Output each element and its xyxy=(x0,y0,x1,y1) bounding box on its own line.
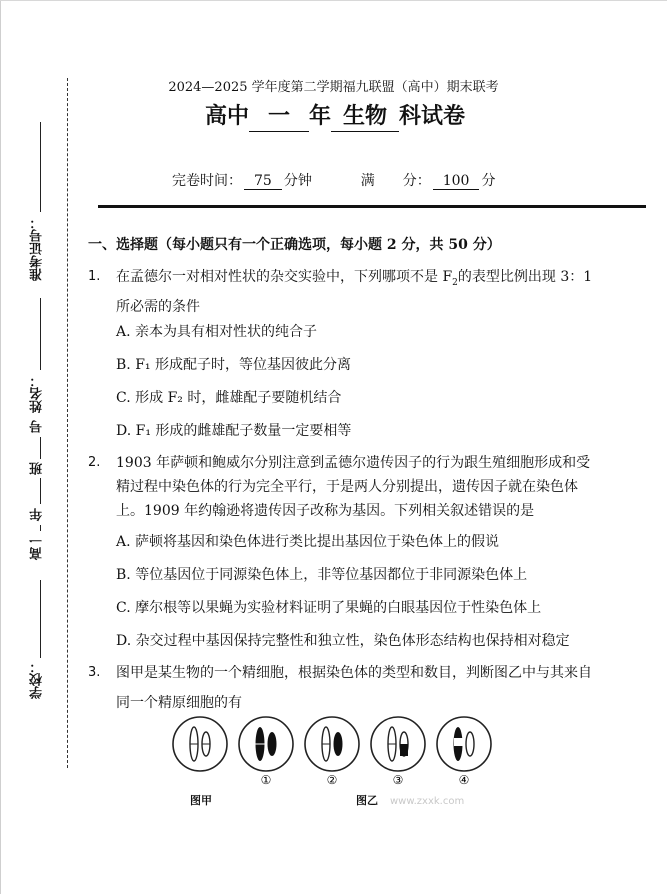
watermark: www.zxxk.com xyxy=(390,796,465,807)
option-1b: B. F₁ 形成配子时，等位基因彼此分离 xyxy=(116,357,351,373)
stem-line: 图甲是某生物的一个精细胞，根据染色体的类型和数目，判断图乙中与其来自 xyxy=(116,665,592,681)
stem-line: 所必需的条件 xyxy=(116,298,200,315)
cell-4 xyxy=(437,717,491,771)
exam-title xyxy=(205,99,465,132)
class-hao-label: 号 xyxy=(30,420,45,433)
score-label: 满 分： xyxy=(360,173,431,189)
page-edge-top xyxy=(0,0,667,1)
exam-id-line xyxy=(40,122,41,212)
cell-4-label: ④ xyxy=(458,773,470,787)
class-hao-line xyxy=(40,437,41,459)
question-number: 3. xyxy=(88,665,101,680)
stem-sub: 2 xyxy=(452,277,458,288)
question-3 xyxy=(88,661,628,715)
time-unit: 分钟 xyxy=(283,173,312,189)
figure-label-jia: 图甲 xyxy=(190,794,212,807)
class-nian-label: 年 xyxy=(30,508,45,521)
class-ban-label: 班 xyxy=(30,462,45,475)
cell-jia xyxy=(173,717,227,771)
title-grade: 一 xyxy=(249,99,309,132)
cell-2-label: ② xyxy=(326,773,338,787)
time-label: 完卷时间： xyxy=(172,173,242,189)
question-1 xyxy=(88,265,628,319)
name-line xyxy=(40,298,41,370)
cell-3-label: ③ xyxy=(392,773,404,787)
stem-line: 上。1909 年约翰逊将遗传因子改称为基因。下列相关叙述错误的是 xyxy=(116,503,535,519)
score-value: 100 xyxy=(433,173,480,190)
title-subject: 生物 xyxy=(331,99,399,132)
question-stem xyxy=(116,661,628,715)
class-nian-line xyxy=(40,525,41,531)
figure-label-yi: 图乙 xyxy=(356,794,378,807)
option-1c: C. 形成 F₂ 时，雌雄配子要随机结合 xyxy=(116,390,342,406)
binding-dashed-line xyxy=(67,78,68,768)
stem-line: 同一个精原细胞的有 xyxy=(116,695,242,711)
question-stem xyxy=(116,451,628,523)
option-2d: D. 杂交过程中基因保持完整性和独立性，染色体形态结构也保持相对稳定 xyxy=(116,633,570,649)
section-title: 一、选择题（每小题只有一个正确选项，每小题 2 分，共 50 分） xyxy=(88,237,501,253)
score-unit: 分 xyxy=(481,173,496,189)
exam-id-label: 准考证号： xyxy=(30,216,45,281)
cell-1-label: ① xyxy=(260,773,272,787)
option-1a: A. 亲本为具有相对性状的纯合子 xyxy=(116,324,318,340)
exam-info-line xyxy=(172,170,495,190)
title-post: 科试卷 xyxy=(399,104,466,129)
stem-line: 在孟德尔一对相对性状的杂交实验中，下列哪项不是 F xyxy=(116,269,453,285)
question-number: 1. xyxy=(88,269,101,284)
name-label: 姓名： xyxy=(30,374,45,413)
cell-1 xyxy=(239,717,293,771)
cell-3 xyxy=(371,717,425,771)
header-rule xyxy=(98,205,646,208)
title-pre: 高中 xyxy=(205,104,250,129)
exam-subtitle: 2024—2025 学年度第二学期福九联盟（高中）期末联考 xyxy=(168,80,499,95)
option-1d: D. F₁ 形成的雌雄配子数量一定要相等 xyxy=(116,423,352,439)
stem-line: 精过程中染色体的行为完全平行，于是两人分别提出，遗传因子就在染色体 xyxy=(116,479,578,495)
title-mid: 年 xyxy=(309,104,332,129)
stem-line-end: 的表型比例出现 3：1 xyxy=(457,269,593,285)
cell-2 xyxy=(305,717,359,771)
page-edge xyxy=(0,0,1,894)
school-line xyxy=(40,580,41,658)
question-stem xyxy=(116,265,628,319)
option-2c: C. 摩尔根等以果蝇为实验材料证明了果蝇的白眼基因位于性染色体上 xyxy=(116,600,542,616)
stem-line: 1903 年萨顿和鲍威尔分别注意到孟德尔遗传因子的行为跟生殖细胞形成和受 xyxy=(116,455,591,471)
question-number: 2. xyxy=(88,455,101,470)
school-label: 学校： xyxy=(30,660,45,699)
question-2 xyxy=(88,451,628,523)
class-gao-label: 高一 xyxy=(30,534,45,560)
option-2a: A. 萨顿将基因和染色体进行类比提出基因位于染色体上的假说 xyxy=(116,534,500,550)
time-value: 75 xyxy=(244,173,282,190)
option-2b: B. 等位基因位于同源染色体上，非等位基因都位于非同源染色体上 xyxy=(116,567,528,583)
class-ban-line xyxy=(40,478,41,504)
